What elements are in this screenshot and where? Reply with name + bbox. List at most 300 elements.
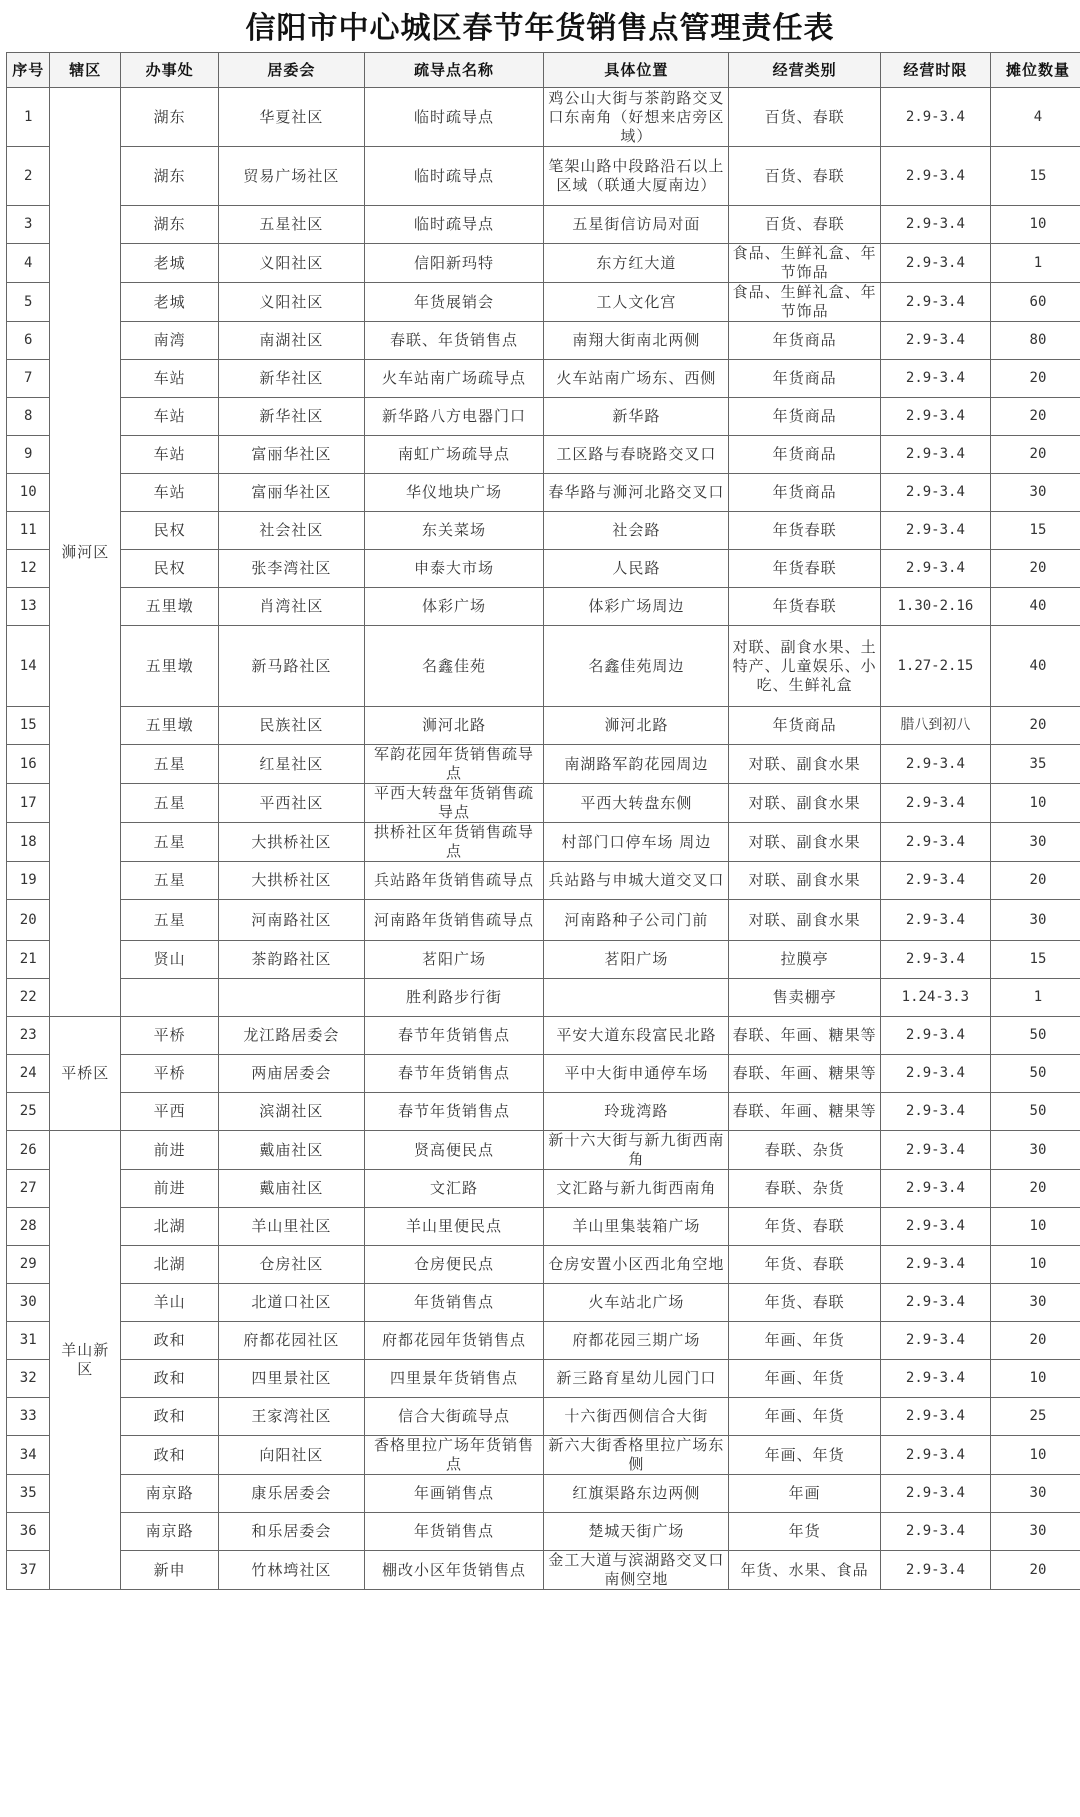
category-cell: 食品、生鲜礼盒、年节饰品 xyxy=(729,283,881,322)
table-row xyxy=(7,1055,1080,1093)
location-cell xyxy=(544,979,729,1017)
stall-count-cell: 15 xyxy=(990,147,1080,206)
period-cell: 1.27-2.15 xyxy=(880,626,990,707)
stall-count-cell: 20 xyxy=(990,398,1080,436)
category-cell: 春联、年画、糖果等 xyxy=(729,1017,881,1055)
point-name-cell: 临时疏导点 xyxy=(364,88,544,147)
category-cell: 年画 xyxy=(729,1475,881,1513)
location-cell: 名鑫佳苑周边 xyxy=(544,626,729,707)
period-cell: 2.9-3.4 xyxy=(880,147,990,206)
point-name-cell: 新华路八方电器门口 xyxy=(364,398,544,436)
point-name-cell: 香格里拉广场年货销售点 xyxy=(364,1436,544,1475)
period-cell: 2.9-3.4 xyxy=(880,1055,990,1093)
header-committee: 居委会 xyxy=(219,53,364,88)
office-cell: 老城 xyxy=(121,244,219,283)
office-cell: 前进 xyxy=(121,1170,219,1208)
location-cell: 新六大街香格里拉广场东侧 xyxy=(544,1436,729,1475)
stall-count-cell: 50 xyxy=(990,1093,1080,1131)
office-cell: 车站 xyxy=(121,360,219,398)
location-cell: 工区路与春晓路交叉口 xyxy=(544,436,729,474)
point-name-cell: 春节年货销售点 xyxy=(364,1093,544,1131)
stall-count-cell: 20 xyxy=(990,862,1080,900)
location-cell: 鸡公山大街与茶韵路交叉口东南角（好想来店旁区域） xyxy=(544,88,729,147)
office-cell: 车站 xyxy=(121,398,219,436)
table-row xyxy=(7,322,1080,360)
header-no: 序号 xyxy=(7,53,50,88)
category-cell: 食品、生鲜礼盒、年节饰品 xyxy=(729,244,881,283)
period-cell: 2.9-3.4 xyxy=(880,512,990,550)
row-number: 28 xyxy=(7,1208,50,1246)
office-cell: 民权 xyxy=(121,512,219,550)
committee-cell: 贸易广场社区 xyxy=(219,147,364,206)
period-cell: 2.9-3.4 xyxy=(880,1436,990,1475)
location-cell: 茗阳广场 xyxy=(544,941,729,979)
location-cell: 村部门口停车场 周边 xyxy=(544,823,729,862)
row-number: 18 xyxy=(7,823,50,862)
committee-cell: 华夏社区 xyxy=(219,88,364,147)
point-name-cell: 信合大街疏导点 xyxy=(364,1398,544,1436)
point-name-cell: 浉河北路 xyxy=(364,707,544,745)
committee-cell: 民族社区 xyxy=(219,707,364,745)
office-cell xyxy=(121,979,219,1017)
category-cell: 百货、春联 xyxy=(729,206,881,244)
location-cell: 文汇路与新九街西南角 xyxy=(544,1170,729,1208)
committee-cell: 平西社区 xyxy=(219,784,364,823)
committee-cell: 竹林塆社区 xyxy=(219,1551,364,1590)
stall-count-cell: 50 xyxy=(990,1017,1080,1055)
committee-cell: 五星社区 xyxy=(219,206,364,244)
row-number: 8 xyxy=(7,398,50,436)
row-number: 9 xyxy=(7,436,50,474)
committee-cell: 和乐居委会 xyxy=(219,1513,364,1551)
committee-cell: 茶韵路社区 xyxy=(219,941,364,979)
point-name-cell: 年货销售点 xyxy=(364,1513,544,1551)
stall-count-cell: 1 xyxy=(990,244,1080,283)
stall-count-cell: 20 xyxy=(990,707,1080,745)
period-cell: 2.9-3.4 xyxy=(880,862,990,900)
stall-count-cell: 50 xyxy=(990,1055,1080,1093)
row-number: 20 xyxy=(7,900,50,941)
row-number: 6 xyxy=(7,322,50,360)
table-row xyxy=(7,1360,1080,1398)
row-number: 10 xyxy=(7,474,50,512)
row-number: 3 xyxy=(7,206,50,244)
office-cell: 车站 xyxy=(121,436,219,474)
row-number: 30 xyxy=(7,1284,50,1322)
header-row xyxy=(7,53,1080,88)
table-row xyxy=(7,1131,1080,1170)
table-row xyxy=(7,862,1080,900)
table-row xyxy=(7,626,1080,707)
committee-cell: 向阳社区 xyxy=(219,1436,364,1475)
stall-count-cell: 30 xyxy=(990,1284,1080,1322)
row-number: 32 xyxy=(7,1360,50,1398)
location-cell: 新十六大街与新九街西南角 xyxy=(544,1131,729,1170)
header-location: 具体位置 xyxy=(544,53,729,88)
period-cell: 2.9-3.4 xyxy=(880,474,990,512)
category-cell: 售卖棚亭 xyxy=(729,979,881,1017)
location-cell: 浉河北路 xyxy=(544,707,729,745)
point-name-cell: 羊山里便民点 xyxy=(364,1208,544,1246)
stall-count-cell: 15 xyxy=(990,512,1080,550)
district-cell: 浉河区 xyxy=(50,88,121,1017)
row-number: 22 xyxy=(7,979,50,1017)
location-cell: 体彩广场周边 xyxy=(544,588,729,626)
location-cell: 楚城天街广场 xyxy=(544,1513,729,1551)
stall-count-cell: 40 xyxy=(990,626,1080,707)
period-cell: 2.9-3.4 xyxy=(880,1131,990,1170)
category-cell: 春联、年画、糖果等 xyxy=(729,1055,881,1093)
office-cell: 新申 xyxy=(121,1551,219,1590)
period-cell: 2.9-3.4 xyxy=(880,1208,990,1246)
point-name-cell: 春联、年货销售点 xyxy=(364,322,544,360)
committee-cell: 仓房社区 xyxy=(219,1246,364,1284)
category-cell: 年货商品 xyxy=(729,436,881,474)
stall-count-cell: 30 xyxy=(990,823,1080,862)
period-cell: 2.9-3.4 xyxy=(880,88,990,147)
point-name-cell: 文汇路 xyxy=(364,1170,544,1208)
location-cell: 东方红大道 xyxy=(544,244,729,283)
table-row xyxy=(7,707,1080,745)
row-number: 7 xyxy=(7,360,50,398)
location-cell: 火车站南广场东、西侧 xyxy=(544,360,729,398)
committee-cell: 戴庙社区 xyxy=(219,1170,364,1208)
table-row xyxy=(7,784,1080,823)
location-cell: 玲珑湾路 xyxy=(544,1093,729,1131)
point-name-cell: 南虹广场疏导点 xyxy=(364,436,544,474)
category-cell: 对联、副食水果、土特产、儿童娱乐、小吃、生鲜礼盒 xyxy=(729,626,881,707)
header-office: 办事处 xyxy=(121,53,219,88)
period-cell: 2.9-3.4 xyxy=(880,1093,990,1131)
category-cell: 年货、春联 xyxy=(729,1208,881,1246)
point-name-cell: 年画销售点 xyxy=(364,1475,544,1513)
point-name-cell: 贤高便民点 xyxy=(364,1131,544,1170)
office-cell: 湖东 xyxy=(121,206,219,244)
point-name-cell: 春节年货销售点 xyxy=(364,1055,544,1093)
row-number: 2 xyxy=(7,147,50,206)
row-number: 27 xyxy=(7,1170,50,1208)
period-cell: 2.9-3.4 xyxy=(880,900,990,941)
office-cell: 平桥 xyxy=(121,1055,219,1093)
office-cell: 五星 xyxy=(121,823,219,862)
category-cell: 年货、水果、食品 xyxy=(729,1551,881,1590)
office-cell: 五星 xyxy=(121,784,219,823)
location-cell: 红旗渠路东边两侧 xyxy=(544,1475,729,1513)
office-cell: 车站 xyxy=(121,474,219,512)
point-name-cell: 棚改小区年货销售点 xyxy=(364,1551,544,1590)
category-cell: 年货 xyxy=(729,1513,881,1551)
table-row xyxy=(7,474,1080,512)
committee-cell: 新华社区 xyxy=(219,360,364,398)
stall-count-cell: 10 xyxy=(990,206,1080,244)
table-row xyxy=(7,1436,1080,1475)
row-number: 21 xyxy=(7,941,50,979)
stall-count-cell: 20 xyxy=(990,1322,1080,1360)
period-cell: 2.9-3.4 xyxy=(880,1475,990,1513)
office-cell: 政和 xyxy=(121,1436,219,1475)
period-cell: 2.9-3.4 xyxy=(880,283,990,322)
office-cell: 老城 xyxy=(121,283,219,322)
period-cell: 2.9-3.4 xyxy=(880,1360,990,1398)
location-cell: 羊山里集装箱广场 xyxy=(544,1208,729,1246)
table-row xyxy=(7,436,1080,474)
category-cell: 对联、副食水果 xyxy=(729,823,881,862)
office-cell: 湖东 xyxy=(121,88,219,147)
point-name-cell: 拱桥社区年货销售疏导点 xyxy=(364,823,544,862)
table-row xyxy=(7,900,1080,941)
category-cell: 对联、副食水果 xyxy=(729,784,881,823)
period-cell: 2.9-3.4 xyxy=(880,206,990,244)
row-number: 35 xyxy=(7,1475,50,1513)
category-cell: 年货商品 xyxy=(729,474,881,512)
committee-cell: 富丽华社区 xyxy=(219,436,364,474)
committee-cell: 四里景社区 xyxy=(219,1360,364,1398)
period-cell: 2.9-3.4 xyxy=(880,322,990,360)
period-cell: 2.9-3.4 xyxy=(880,941,990,979)
table-row xyxy=(7,588,1080,626)
office-cell: 五里墩 xyxy=(121,707,219,745)
category-cell: 年画、年货 xyxy=(729,1436,881,1475)
row-number: 14 xyxy=(7,626,50,707)
point-name-cell: 年货展销会 xyxy=(364,283,544,322)
row-number: 15 xyxy=(7,707,50,745)
office-cell: 政和 xyxy=(121,1322,219,1360)
point-name-cell: 河南路年货销售疏导点 xyxy=(364,900,544,941)
point-name-cell: 华仪地块广场 xyxy=(364,474,544,512)
category-cell: 年货春联 xyxy=(729,512,881,550)
location-cell: 府都花园三期广场 xyxy=(544,1322,729,1360)
row-number: 12 xyxy=(7,550,50,588)
stall-count-cell: 1 xyxy=(990,979,1080,1017)
stall-count-cell: 60 xyxy=(990,283,1080,322)
committee-cell: 大拱桥社区 xyxy=(219,823,364,862)
point-name-cell: 临时疏导点 xyxy=(364,206,544,244)
category-cell: 百货、春联 xyxy=(729,88,881,147)
category-cell: 拉膜亭 xyxy=(729,941,881,979)
row-number: 23 xyxy=(7,1017,50,1055)
committee-cell: 社会社区 xyxy=(219,512,364,550)
table-row xyxy=(7,745,1080,784)
table-row xyxy=(7,550,1080,588)
header-point: 疏导点名称 xyxy=(364,53,544,88)
header-stalls: 摊位数量 xyxy=(990,53,1080,88)
row-number: 13 xyxy=(7,588,50,626)
row-number: 31 xyxy=(7,1322,50,1360)
row-number: 36 xyxy=(7,1513,50,1551)
table-row xyxy=(7,823,1080,862)
stall-count-cell: 15 xyxy=(990,941,1080,979)
stall-count-cell: 10 xyxy=(990,1436,1080,1475)
committee-cell: 义阳社区 xyxy=(219,283,364,322)
point-name-cell: 年货销售点 xyxy=(364,1284,544,1322)
location-cell: 社会路 xyxy=(544,512,729,550)
point-name-cell: 火车站南广场疏导点 xyxy=(364,360,544,398)
stall-count-cell: 10 xyxy=(990,1360,1080,1398)
committee-cell: 河南路社区 xyxy=(219,900,364,941)
header-period: 经营时限 xyxy=(880,53,990,88)
committee-cell: 康乐居委会 xyxy=(219,1475,364,1513)
point-name-cell: 平西大转盘年货销售疏导点 xyxy=(364,784,544,823)
row-number: 29 xyxy=(7,1246,50,1284)
period-cell: 2.9-3.4 xyxy=(880,1284,990,1322)
location-cell: 兵站路与申城大道交叉口 xyxy=(544,862,729,900)
table-row xyxy=(7,244,1080,283)
committee-cell: 羊山里社区 xyxy=(219,1208,364,1246)
stall-count-cell: 10 xyxy=(990,1208,1080,1246)
category-cell: 年货春联 xyxy=(729,588,881,626)
location-cell: 五星街信访局对面 xyxy=(544,206,729,244)
category-cell: 春联、年画、糖果等 xyxy=(729,1093,881,1131)
location-cell: 平西大转盘东侧 xyxy=(544,784,729,823)
location-cell: 笔架山路中段路沿石以上区域（联通大厦南边） xyxy=(544,147,729,206)
location-cell: 十六街西侧信合大街 xyxy=(544,1398,729,1436)
stall-count-cell: 20 xyxy=(990,436,1080,474)
committee-cell: 戴庙社区 xyxy=(219,1131,364,1170)
stall-count-cell: 80 xyxy=(990,322,1080,360)
stall-count-cell: 20 xyxy=(990,550,1080,588)
period-cell: 2.9-3.4 xyxy=(880,398,990,436)
category-cell: 春联、杂货 xyxy=(729,1131,881,1170)
point-name-cell: 春节年货销售点 xyxy=(364,1017,544,1055)
point-name-cell: 府都花园年货销售点 xyxy=(364,1322,544,1360)
category-cell: 年画、年货 xyxy=(729,1360,881,1398)
period-cell: 2.9-3.4 xyxy=(880,436,990,474)
row-number: 37 xyxy=(7,1551,50,1590)
table-row xyxy=(7,1017,1080,1055)
office-cell: 前进 xyxy=(121,1131,219,1170)
table-row xyxy=(7,1170,1080,1208)
table-row xyxy=(7,360,1080,398)
office-cell: 羊山 xyxy=(121,1284,219,1322)
location-cell: 春华路与浉河北路交叉口 xyxy=(544,474,729,512)
table-row xyxy=(7,1284,1080,1322)
committee-cell: 新华社区 xyxy=(219,398,364,436)
location-cell: 仓房安置小区西北角空地 xyxy=(544,1246,729,1284)
location-cell: 人民路 xyxy=(544,550,729,588)
table-row xyxy=(7,1398,1080,1436)
period-cell: 2.9-3.4 xyxy=(880,360,990,398)
period-cell: 2.9-3.4 xyxy=(880,1246,990,1284)
period-cell: 2.9-3.4 xyxy=(880,244,990,283)
table-row xyxy=(7,941,1080,979)
office-cell: 南京路 xyxy=(121,1475,219,1513)
category-cell: 春联、杂货 xyxy=(729,1170,881,1208)
district-cell: 羊山新区 xyxy=(50,1131,121,1590)
period-cell: 2.9-3.4 xyxy=(880,1551,990,1590)
office-cell: 平桥 xyxy=(121,1017,219,1055)
office-cell: 政和 xyxy=(121,1360,219,1398)
row-number: 26 xyxy=(7,1131,50,1170)
committee-cell: 义阳社区 xyxy=(219,244,364,283)
stall-count-cell: 30 xyxy=(990,1513,1080,1551)
office-cell: 政和 xyxy=(121,1398,219,1436)
location-cell: 新三路育星幼儿园门口 xyxy=(544,1360,729,1398)
stall-table xyxy=(6,52,1080,1590)
category-cell: 对联、副食水果 xyxy=(729,745,881,784)
category-cell: 对联、副食水果 xyxy=(729,862,881,900)
location-cell: 平中大街申通停车场 xyxy=(544,1055,729,1093)
row-number: 19 xyxy=(7,862,50,900)
period-cell: 2.9-3.4 xyxy=(880,784,990,823)
committee-cell: 府都花园社区 xyxy=(219,1322,364,1360)
table-row xyxy=(7,1208,1080,1246)
category-cell: 年货、春联 xyxy=(729,1284,881,1322)
office-cell: 五里墩 xyxy=(121,626,219,707)
office-cell: 南京路 xyxy=(121,1513,219,1551)
table-row xyxy=(7,1093,1080,1131)
point-name-cell: 名鑫佳苑 xyxy=(364,626,544,707)
period-cell: 2.9-3.4 xyxy=(880,745,990,784)
table-row xyxy=(7,1513,1080,1551)
table-body xyxy=(7,88,1080,1590)
district-cell: 平桥区 xyxy=(50,1017,121,1131)
office-cell: 平西 xyxy=(121,1093,219,1131)
point-name-cell: 东关菜场 xyxy=(364,512,544,550)
committee-cell: 富丽华社区 xyxy=(219,474,364,512)
table-row xyxy=(7,979,1080,1017)
row-number: 1 xyxy=(7,88,50,147)
period-cell: 2.9-3.4 xyxy=(880,823,990,862)
committee-cell: 大拱桥社区 xyxy=(219,862,364,900)
category-cell: 年货商品 xyxy=(729,322,881,360)
stall-count-cell: 30 xyxy=(990,900,1080,941)
category-cell: 对联、副食水果 xyxy=(729,900,881,941)
office-cell: 五里墩 xyxy=(121,588,219,626)
stall-count-cell: 40 xyxy=(990,588,1080,626)
point-name-cell: 军韵花园年货销售疏导点 xyxy=(364,745,544,784)
period-cell: 2.9-3.4 xyxy=(880,1398,990,1436)
stall-count-cell: 25 xyxy=(990,1398,1080,1436)
office-cell: 南湾 xyxy=(121,322,219,360)
category-cell: 年画、年货 xyxy=(729,1398,881,1436)
location-cell: 新华路 xyxy=(544,398,729,436)
stall-count-cell: 20 xyxy=(990,1170,1080,1208)
table-row xyxy=(7,206,1080,244)
committee-cell: 两庙居委会 xyxy=(219,1055,364,1093)
committee-cell: 滨湖社区 xyxy=(219,1093,364,1131)
category-cell: 年货商品 xyxy=(729,707,881,745)
committee-cell: 龙江路居委会 xyxy=(219,1017,364,1055)
table-row xyxy=(7,88,1080,147)
office-cell: 北湖 xyxy=(121,1246,219,1284)
office-cell: 五星 xyxy=(121,862,219,900)
office-cell: 民权 xyxy=(121,550,219,588)
category-cell: 年货春联 xyxy=(729,550,881,588)
stall-count-cell: 30 xyxy=(990,474,1080,512)
stall-count-cell: 30 xyxy=(990,1131,1080,1170)
period-cell: 腊八到初八 xyxy=(880,707,990,745)
row-number: 5 xyxy=(7,283,50,322)
table-row xyxy=(7,398,1080,436)
committee-cell: 新马路社区 xyxy=(219,626,364,707)
point-name-cell: 茗阳广场 xyxy=(364,941,544,979)
point-name-cell: 胜利路步行街 xyxy=(364,979,544,1017)
period-cell: 1.24-3.3 xyxy=(880,979,990,1017)
office-cell: 湖东 xyxy=(121,147,219,206)
location-cell: 工人文化宫 xyxy=(544,283,729,322)
committee-cell: 红星社区 xyxy=(219,745,364,784)
stall-count-cell: 20 xyxy=(990,360,1080,398)
office-cell: 贤山 xyxy=(121,941,219,979)
committee-cell: 北道口社区 xyxy=(219,1284,364,1322)
committee-cell: 南湖社区 xyxy=(219,322,364,360)
header-category: 经营类别 xyxy=(729,53,881,88)
table-row xyxy=(7,283,1080,322)
location-cell: 平安大道东段富民北路 xyxy=(544,1017,729,1055)
office-cell: 北湖 xyxy=(121,1208,219,1246)
row-number: 17 xyxy=(7,784,50,823)
row-number: 16 xyxy=(7,745,50,784)
